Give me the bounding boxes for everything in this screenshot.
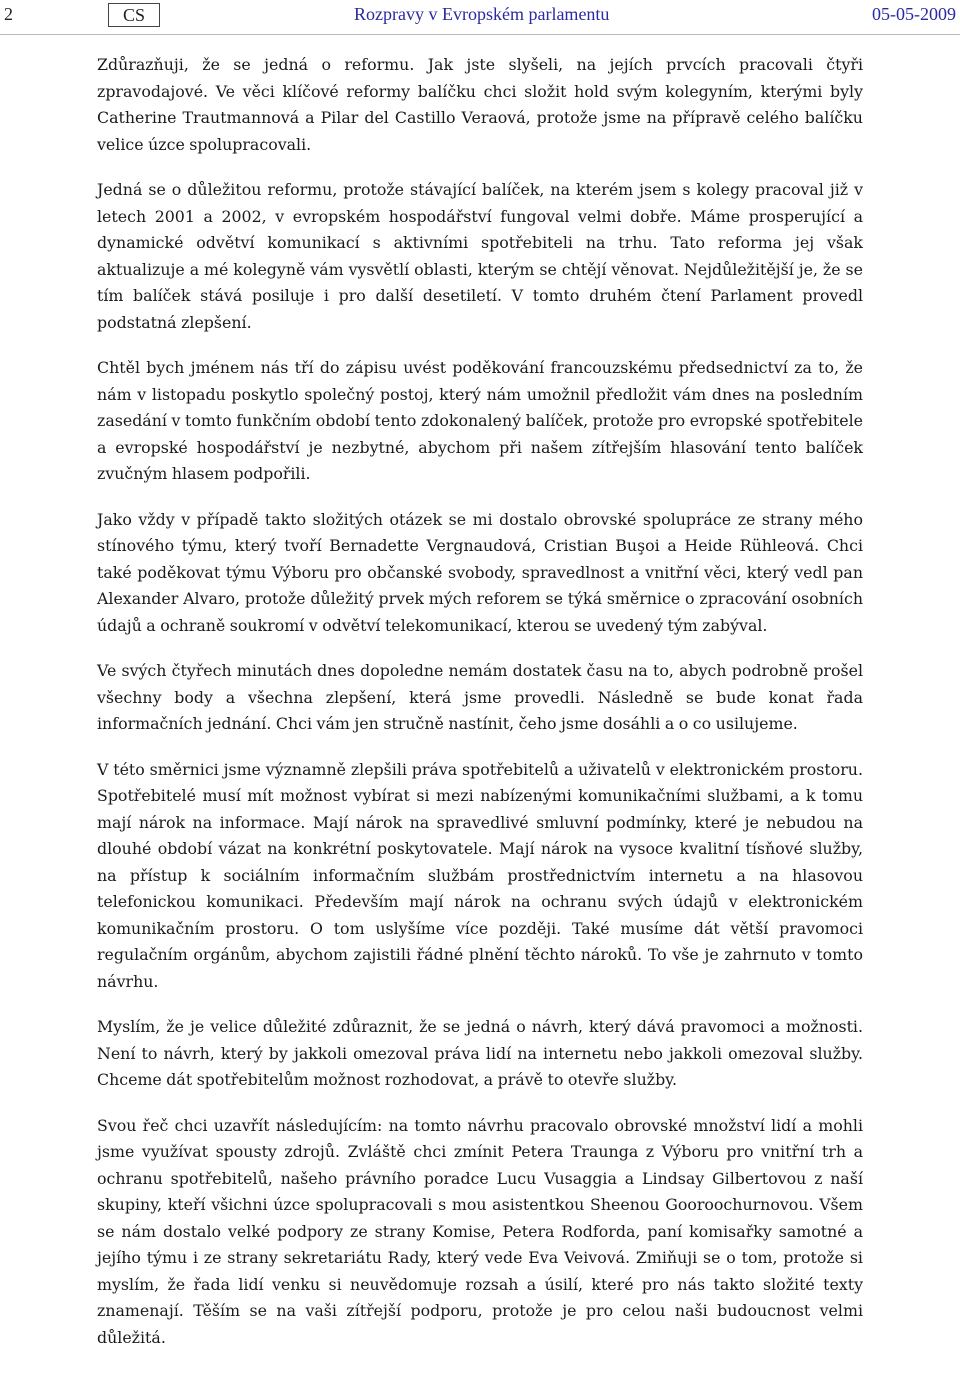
- paragraph-3: Chtěl bych jménem nás tří do zápisu uvést poděkování francouzskému předsednictví za to, že nám v listopadu poskytlo společný postoj, který nám umožnil předložit vám dnes na posledním zasedání v tomto funkčním období tento zdokonalený balíček, protože pro evropské spotřebitele a evropské hospodářství je nezbytné, abychom při našem zítřejším hlasování tento balíček zvučným hlasem podpořili.: [97, 358, 863, 483]
- paragraph-8: Svou řeč chci uzavřít následujícím: na tomto návrhu pracovalo obrovské množství lidí a mohli jsme využívat spousty zdrojů. Zvláště chci zmínit Petera Traunga z Výboru pro vnitřní trh a ochranu spotřebitelů, našeho právního poradce Lucu Vusaggia a Lindsay Gilbertovou z naší skupiny, kteří všichni úzce spolupracovali s mou asistentkou Sheenou Gooroochurnovou. Všem se nám dostalo velké podpory ze strany Komise, Petera Rodforda, paní komisařky samotné a jejího týmu i ze strany sekretariátu Rady, který vede Eva Veivová. Zmiňuji se o tom, protože si myslím, že řada lidí venku si neuvědomuje rozsah a úsilí, které pro nás takto složité texty znamenají. Těším se na vaši zítřejší podporu, protože je pro celou naši budoucnost velmi důležitá.: [97, 1115, 863, 1347]
- paragraph-2: Jedná se o důležitou reformu, protože stávající balíček, na kterém jsem s kolegy pracoval již v letech 2001 a 2002, v evropském hospodářství fungoval velmi dobře. Máme prosperující a dynamické odvětví komunikací s aktivními spotřebiteli na trhu. Tato reforma jej však aktualizuje a mé kolegyně vám vysvětlí oblasti, kterým se chtějí věnovat. Nejdůležitější je, že se tím balíček stává posiluje i pro další desetiletí. V tomto druhém čtení Parlament provedl podstatná zlepšení.: [97, 180, 863, 332]
- publication-date: 05-05-2009: [872, 4, 956, 24]
- paragraph-1: Zdůrazňuji, že se jedná o reformu. Jak jste slyšeli, na jejích prvcích pracovali čtyři zpravodajové. Ve věci klíčové reformy balíčku chci složit hold svým kolegyním, kterými byly Catherine Trautmannová a Pilar del Castillo Veraová, protože jsme na přípravě celého balíčku velice úzce spolupracovali.: [97, 55, 863, 154]
- paragraph-6: V této směrnici jsme významně zlepšili práva spotřebitelů a uživatelů v elektronickém prostoru. Spotřebitelé musí mít možnost vybírat si mezi nabízenými komunikačními službami, a k tomu mají nárok na informace. Mají nárok na spravedlivé smluvní podmínky, které je nebudou na dlouhé období vázat na konkrétní poskytovatele. Mají nárok na vysoce kvalitní tísňové služby, na přístup k sociálním informačním službám prostřednictvím internetu a na hlasovou telefonickou komunikaci. Především mají nárok na ochranu svých údajů v elektronickém komunikačním prostoru. O tom uslyšíme více později. Také musíme dát větší pravomoci regulačním orgánům, abychom zajistili řádné plnění těchto nároků. To vše je zahrnuto v tomto návrhu.: [97, 759, 863, 991]
- paragraph-7: Myslím, že je velice důležité zdůraznit, že se jedná o návrh, který dává pravomoci a možnosti. Není to návrh, který by jakkoli omezoval práva lidí na internetu nebo jakkoli omezoval služby. Chceme dát spotřebitelům možnost rozhodovat, a právě to otevře služby.: [97, 1017, 863, 1089]
- page-header: [0, 0, 960, 35]
- paragraph-4: Jako vždy v případě takto složitých otázek se mi dostalo obrovské spolupráce ze strany mého stínového týmu, který tvoří Bernadette Vergnaudová, Cristian Buşoi a Heide Rühleová. Chci také poděkovat týmu Výboru pro občanské svobody, spravedlnost a vnitřní věci, který vedl pan Alexander Alvaro, protože důležitý prvek mých reforem se týká směrnice o zpracování osobních údajů a ochraně soukromí v odvětví telekomunikací, kterou se uvedený tým zabýval.: [97, 509, 863, 635]
- language-code-badge: CS: [108, 3, 160, 27]
- page-number: 2: [4, 4, 13, 24]
- publication-title: Rozpravy v Evropském parlamentu: [354, 4, 610, 24]
- document-body: [97, 52, 863, 1370]
- paragraph-5: Ve svých čtyřech minutách dnes dopoledne nemám dostatek času na to, abych podrobně prošel všechny body a všechna zlepšení, která jsme provedli. Následně se bude konat řada informačních jednání. Chci vám jen stručně nastínit, čeho jsme dosáhli a o co usilujeme.: [97, 661, 863, 733]
